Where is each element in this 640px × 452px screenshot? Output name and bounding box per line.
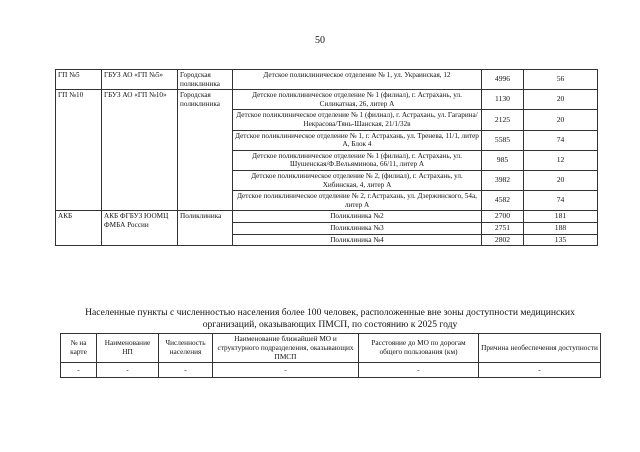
table-row	[56, 211, 598, 223]
table-cell: 56	[524, 70, 598, 90]
table-cell: 74	[524, 130, 598, 150]
table-cell: АКБ ФГБУЗ ЮОМЦ ФМБА России	[102, 211, 178, 246]
table-cell: 5585	[482, 130, 524, 150]
column-header: Причина необеспечения доступности	[479, 334, 601, 363]
table-cell: Детское поликлиническое отделение № 1, ул. Украинская, 12	[233, 70, 482, 90]
table-cell: Детское поликлиническое отделение № 1 (филиал), г. Астрахань, ул. Шушенская/Ф.Вельяминова, 66/11, литер А	[233, 150, 482, 170]
column-header: № на карте	[61, 334, 97, 363]
table-cell: 2802	[482, 234, 524, 246]
table-cell: ГБУЗ АО «ГП №10»	[102, 90, 178, 211]
table-row	[61, 363, 601, 378]
table-cell: 188	[524, 222, 598, 234]
table-cell: Городская поликлиника	[178, 70, 233, 90]
table-cell: 3982	[482, 170, 524, 190]
table-cell: 20	[524, 110, 598, 130]
table-cell: ГБУЗ АО «ГП №5»	[102, 70, 178, 90]
table-cell: 74	[524, 191, 598, 211]
table-header-row	[61, 334, 601, 363]
table-cell: -	[359, 363, 479, 378]
table-cell: -	[61, 363, 97, 378]
column-header: Наименование ближайшей МО и структурного подразделения, оказывающих ПМСП	[213, 334, 359, 363]
section-heading: Населенные пункты с численностью населения более 100 человек, расположенные вне зоны доступности медицинских организаций, оказывающих ПМСП, по состоянию к 2025 году	[85, 307, 575, 330]
column-header: Численность населения	[159, 334, 213, 363]
table-cell: -	[213, 363, 359, 378]
table-cell: 20	[524, 90, 598, 110]
table-cell: Детское поликлиническое отделение № 2, (филиал), г. Астрахань, ул. Хибинская, 4, литер А	[233, 170, 482, 190]
table-cell: Детское поликлиническое отделение № 1 (филиал), г. Астрахань, ул. Гагарина/Некрасова/Тянь-Шанская, 21/1/32в	[233, 110, 482, 130]
table-cell: Детское поликлиническое отделение № 2, г.Астрахань, ул. Дзержинского, 54а, литер А	[233, 191, 482, 211]
table-row	[56, 90, 598, 110]
table-cell: Детское поликлиническое отделение № 1 (филиал), г. Астрахань, ул. Силикатная, 26, литер А	[233, 90, 482, 110]
table-cell: -	[479, 363, 601, 378]
table-row	[56, 70, 598, 90]
table-cell: 985	[482, 150, 524, 170]
table-cell: Поликлиника	[178, 211, 233, 246]
table-cell: 4582	[482, 191, 524, 211]
table-cell: 1130	[482, 90, 524, 110]
page-number: 50	[315, 35, 325, 46]
table-cell: 181	[524, 211, 598, 223]
table-cell: АКБ	[56, 211, 102, 246]
table-cell: 2125	[482, 110, 524, 130]
column-header: Наименование НП	[97, 334, 159, 363]
column-header: Расстояние до МО по дорогам общего пользования (км)	[359, 334, 479, 363]
table-cell: 20	[524, 170, 598, 190]
table-cell: 4996	[482, 70, 524, 90]
table-cell: Городская поликлиника	[178, 90, 233, 211]
table-cell: 135	[524, 234, 598, 246]
table-cell: 12	[524, 150, 598, 170]
table-cell: Поликлиника №3	[233, 222, 482, 234]
table-cell: -	[97, 363, 159, 378]
table-cell: Детское поликлиническое отделение № 1, г. Астрахань, ул. Тренева, 11/1, литер А, Блок 4	[233, 130, 482, 150]
table-cell: Поликлиника №4	[233, 234, 482, 246]
table-cell: ГП №5	[56, 70, 102, 90]
table-cell: -	[159, 363, 213, 378]
table-cell: 2700	[482, 211, 524, 223]
table-cell: Поликлиника №2	[233, 211, 482, 223]
table-cell: 2751	[482, 222, 524, 234]
clinics-table	[55, 69, 598, 246]
settlements-table	[60, 333, 601, 378]
table-cell: ГП №10	[56, 90, 102, 211]
